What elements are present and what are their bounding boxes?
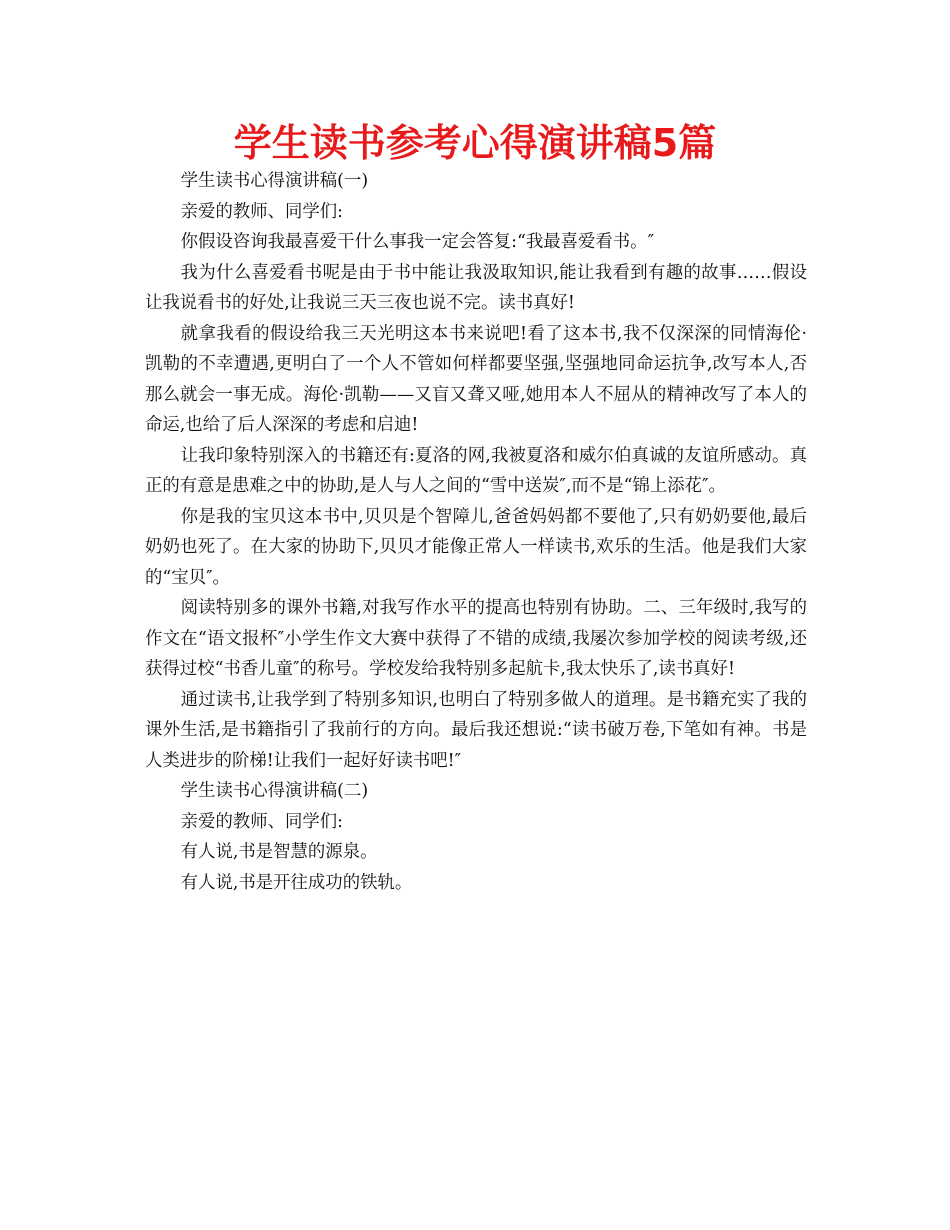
paragraph: 我为什么喜爱看书呢是由于书中能让我汲取知识,能让我看到有趣的故事……假设让我说看书的好处,让我说三天三夜也说不完。读书真好!	[145, 262, 807, 313]
paragraph: 你是我的宝贝这本书中,贝贝是个智障儿,爸爸妈妈都不要他了,只有奶奶要他,最后奶奶也死了。在大家的协助下,贝贝才能像正常人一样读书,欢乐的生活。他是我们大家的“宝贝″。	[145, 506, 807, 588]
section-heading-1: 学生读书心得演讲稿(一)	[180, 171, 369, 191]
salutation-1: 亲爱的教师、同学们:	[180, 201, 344, 222]
paragraph: 有人说,书是开往成功的铁轨。	[180, 872, 413, 893]
paragraph: 通过读书,让我学到了特别多知识,也明白了特别多做人的道理。是书籍充实了我的课外生活,是书籍指引了我前行的方向。最后我还想说:“读书破万卷,下笔如有神。书是人类进步的阶梯!让我们一起好好读书吧!″	[145, 689, 807, 771]
paragraph: 有人说,书是智慧的源泉。	[180, 842, 378, 862]
paragraph: 阅读特别多的课外书籍,对我写作水平的提高也特别有协助。二、三年级时,我写的作文在“语文报杯″小学生作文大赛中获得了不错的成绩,我屡次参加学校的阅读考级,还获得过校“书香儿童″的称号。学校发给我特别多起航卡,我太快乐了,读书真好!	[145, 598, 807, 679]
paragraph: 让我印象特别深入的书籍还有:夏洛的网,我被夏洛和威尔伯真诚的友谊所感动。真正的有意是患难之中的协助,是人与人之间的“雪中送炭″,而不是“锦上添花″。	[145, 445, 807, 496]
paragraph: 你假设咨询我最喜爱干什么事我一定会答复:“我最喜爱看书。″	[180, 232, 655, 252]
document-title: 学生读书参考心得演讲稿5篇	[233, 121, 717, 165]
paragraph: 就拿我看的假设给我三天光明这本书来说吧!看了这本书,我不仅深深的同情海伦·凯勒的不幸遭遇,更明白了一个人不管如何样都要坚强,坚强地同命运抗争,改写本人,否那么就会一事无成。海伦·凯勒——又盲又聋又哑,她用本人不屈从的精神改写了本人的命运,也给了后人深深的考虑和启迪!	[145, 323, 807, 435]
section-heading-2: 学生读书心得演讲稿(二)	[180, 781, 369, 801]
document-body	[145, 166, 807, 898]
salutation-2: 亲爱的教师、同学们:	[180, 811, 344, 832]
